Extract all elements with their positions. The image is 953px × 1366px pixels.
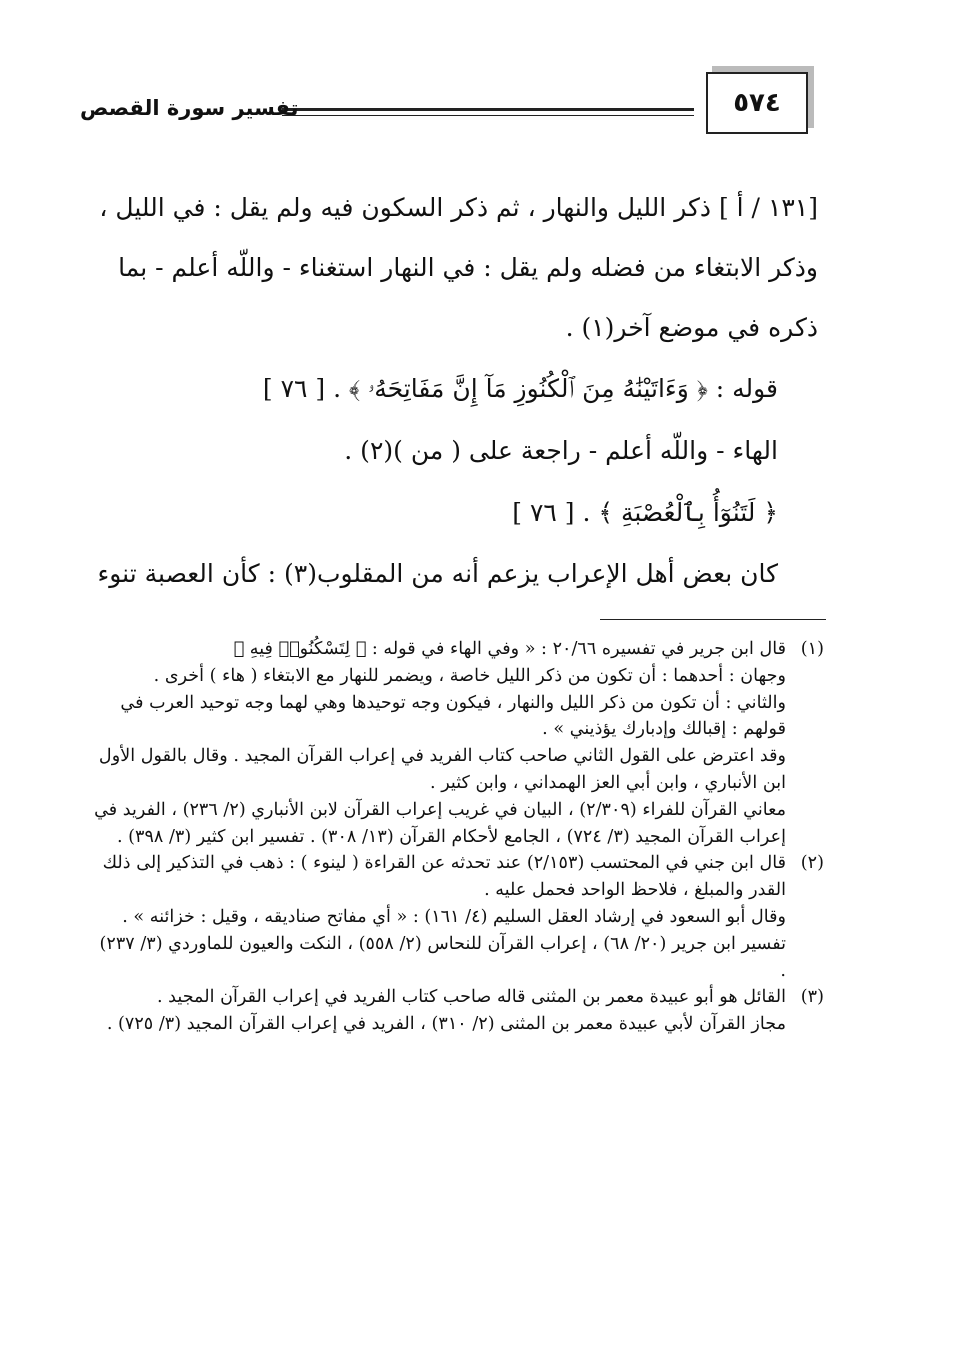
footnote-line: وجهان : أحدهما : أن تكون من ذكر الليل خاصة ، ويضمر للنهار مع الابتغاء ( هاء ) أخرى . — [153, 665, 786, 686]
verse-line-2: ﴿ لَتَنُوٓأُ بِٱلْعُصْبَةِ ﴾ . [ ٧٦ ] — [512, 498, 778, 527]
footnote-line: وقال أبو السعود في إرشاد العقل السليم (٤/ ١٦١) : « أي مفاتح صناديقه ، وقيل : خزائنه » . — [122, 906, 786, 927]
footnote-3 — [92, 984, 824, 1038]
footnote-line: قال ابن جرير في تفسيره ٢٠/٦٦ : « وفي الهاء في قوله : ﴿ لِتَسْكُنُوا۟ فِيهِ ﴾ — [233, 639, 786, 659]
main-text — [78, 178, 818, 604]
footnote-1 — [92, 636, 824, 850]
footnote-line: مجاز القرآن لأبي عبيدة معمر بن المثنى (٢/ ٣١٠) ، الفريد في إعراب القرآن المجيد (٣/ ٧٢٥) . — [106, 1014, 786, 1035]
footnote-2 — [92, 850, 824, 984]
page-header — [60, 72, 816, 152]
paragraph-2: كان بعض أهل الإعراب يزعم أنه من المقلوب(٣) : كأن العصبة تنوء — [97, 559, 778, 588]
footnotes — [92, 636, 824, 1038]
page-number: ٥٧٤ — [706, 72, 808, 134]
footnote-line: وقد اعترض على القول الثاني صاحب كتاب الفريد في إعراب القرآن المجيد . وقال بالقول الأول ابن الأنباري ، وابن أبي العز الهمداني ، وابن كثير . — [98, 746, 786, 793]
footnote-number: (١) — [800, 639, 824, 659]
header-rule — [282, 108, 694, 111]
footnote-line: والثاني : أن تكون من ذكر الليل والنهار ، فيكون وجه توحيدها وهي لهما وجه توحيد العرب في قولهم : إقبالك وإدبارك يؤذيني » . — [120, 692, 786, 740]
paragraph-1: [١٣١ / أ ] ذكر الليل والنهار ، ثم ذكر السكون فيه ولم يقل : في الليل ، وذكر الابتغاء من فضله ولم يقل : في النهار استغناء - واللّه أعلم - بما ذكره في موضع آخر(١) . — [99, 193, 818, 342]
verse-line: قوله : ﴿ وَءَاتَيْنَٰهُ مِنَ ٱلْكُنُوزِ مَآ إِنَّ مَفَاتِحَهُۥ ﴾ . [ ٧٦ ] — [262, 374, 778, 403]
footnote-number: (٢) — [800, 853, 824, 874]
footnote-number: (٣) — [800, 987, 824, 1008]
footnote-line: تفسير ابن جرير (٢٠/ ٦٨) ، إعراب القرآن للنحاس (٢/ ٥٥٨) ، النكت والعيون للماوردي (٣/ ٢٣٧) . — [99, 933, 786, 981]
explanation-line: الهاء - واللّه أعلم - راجعة على ( من )(٢) . — [344, 436, 778, 465]
running-title: تفسير سورة القصص — [80, 96, 299, 120]
footnote-line: القائل هو أبو عبيدة معمر بن المثنى قاله صاحب كتاب الفريد في إعراب القرآن المجيد . — [156, 987, 786, 1008]
header-rule-thin — [282, 115, 694, 116]
footnote-divider — [600, 619, 826, 620]
footnote-line: قال ابن جني في المحتسب (٢/١٥٣) عند تحدثه عن القراءة ( لينوء ) : ذهب في التذكير إلى ذلك القدر والمبلغ ، فلاحظ الواحد فحمل عليه . — [102, 853, 786, 901]
footnote-line: معاني القرآن للفراء (٢/٣٠٩) ، البيان في غريب إعراب القرآن لابن الأنباري (٢/ ٢٣٦) ، الفريد في إعراب القرآن المجيد (٣/ ٧٢٤) ، الجامع لأحكام القرآن (١٣/ ٣٠٨) . تفسير ابن كثير (٣/ ٣٩٨) . — [94, 799, 786, 847]
